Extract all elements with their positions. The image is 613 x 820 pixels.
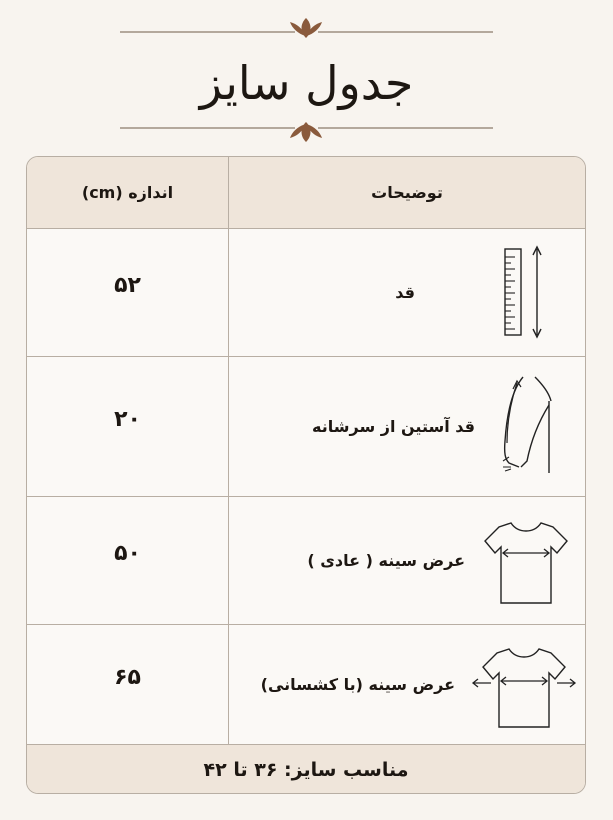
size-value-cell: [27, 229, 229, 356]
desc-label: عرض سینه (با کشسانی): [260, 675, 455, 694]
size-value-cell: [27, 357, 229, 496]
desc-cell: [229, 497, 585, 624]
desc-cell: [229, 229, 585, 356]
desc-cell: [229, 625, 585, 744]
table-header-row: [27, 157, 585, 229]
bottom-ornament: [0, 112, 613, 152]
size-table: [26, 156, 586, 794]
size-range-note: مناسب سایز: ۳۶ تا ۴۲: [203, 759, 409, 781]
header-desc-label: توضیحات: [371, 183, 443, 202]
table-footer: [27, 745, 585, 794]
size-value: ۲۰: [114, 407, 141, 432]
ruler-icon: [497, 243, 557, 343]
header-size-cell: [27, 157, 229, 228]
header-desc-cell: [229, 157, 585, 228]
desc-cell: [229, 357, 585, 496]
tshirt-chest-icon: [481, 517, 571, 609]
table-row: [27, 357, 585, 497]
size-value: ۵۰: [114, 541, 141, 566]
size-value-cell: [27, 497, 229, 624]
desc-label: قد: [395, 283, 415, 302]
size-value: ۶۵: [114, 665, 141, 690]
table-row: [27, 497, 585, 625]
size-value-cell: [27, 625, 229, 744]
desc-label: عرض سینه ( عادی ): [307, 551, 465, 570]
desc-label: قد آستین از سرشانه: [312, 417, 475, 436]
page-title: جدول سایز: [199, 56, 414, 110]
table-row: [27, 625, 585, 745]
size-value: ۵۲: [114, 273, 141, 298]
tshirt-stretch-icon: [469, 643, 579, 733]
top-ornament: [0, 8, 613, 48]
sleeve-icon: [497, 371, 557, 481]
header-size-label: اندازه (cm): [81, 183, 174, 202]
table-row: [27, 229, 585, 357]
